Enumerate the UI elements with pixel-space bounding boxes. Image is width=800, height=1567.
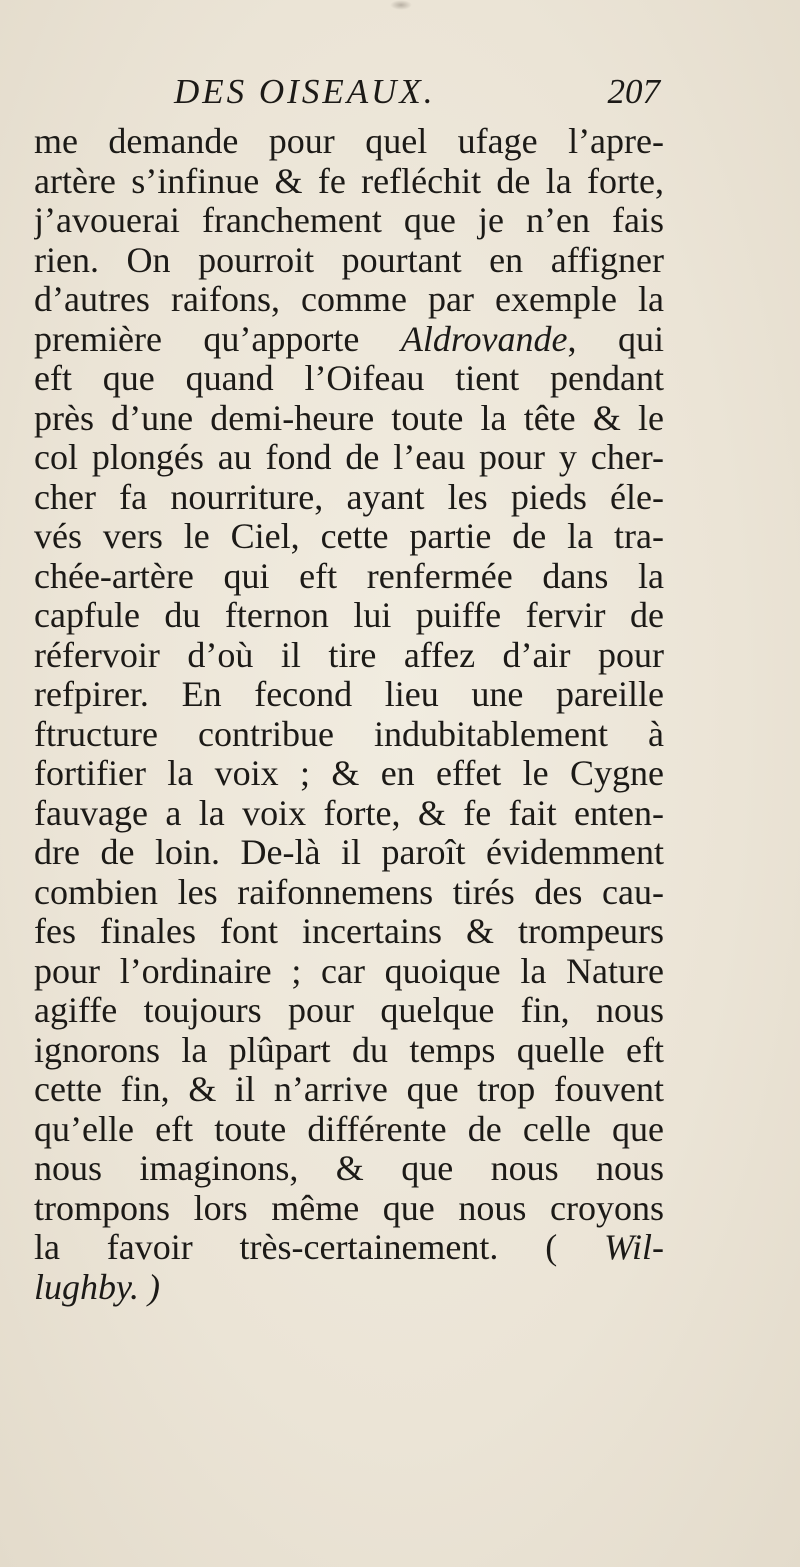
- text-line: combien les raifonnemens tirés des cau-: [34, 872, 664, 912]
- text-line: d’autres raifons, comme par exemple la: [34, 280, 664, 319]
- italic-name-wil: Wil-: [604, 1228, 664, 1267]
- text-line: fes finales font incertains & trompeurs: [34, 912, 664, 951]
- body-text: [34, 122, 664, 1307]
- text-line: pour l’ordinaire ; car quoique la Nature: [34, 951, 664, 991]
- text-line: capfule du fternon lui puiffe fervir de: [34, 596, 664, 635]
- text-line: col plongés au fond de l’eau pour y cher-: [34, 438, 664, 477]
- italic-name-lughby: lughby: [34, 1267, 130, 1307]
- text-line: [34, 1268, 664, 1308]
- text-line: ftructure contribue indubitablement à: [34, 714, 664, 754]
- text-line: fauvage a la voix forte, & fe fait enten-: [34, 793, 664, 833]
- text-line: nous imaginons, & que nous nous: [34, 1149, 664, 1188]
- page-stain: [390, 0, 412, 10]
- text-line: rien. On pourroit pourtant en affigner: [34, 240, 664, 280]
- text-line: [34, 320, 664, 360]
- page-number: 207: [607, 72, 660, 111]
- text-line: cette fin, & il n’arrive que trop fouvent: [34, 1070, 664, 1109]
- running-head: DES OISEAUX.: [174, 72, 436, 111]
- text-line: me demande pour quel ufage l’apre-: [34, 122, 664, 161]
- text-line: artère s’infinue & fe refléchit de la forte,: [34, 161, 664, 201]
- text-segment: , qui: [567, 319, 664, 359]
- text-line: vés vers le Ciel, cette partie de la tra-: [34, 517, 664, 556]
- text-segment: ): [139, 1267, 160, 1307]
- text-line: eft que quand l’Oifeau tient pendant: [34, 359, 664, 398]
- text-line: près d’une demi-heure toute la tête & le: [34, 398, 664, 438]
- text-line: refpirer. En fecond lieu une pareille: [34, 675, 664, 714]
- text-line: fortifier la voix ; & en effet le Cygne: [34, 754, 664, 793]
- text-line: [34, 1228, 664, 1268]
- text-line: cher fa nourriture, ayant les pieds éle-: [34, 477, 664, 517]
- text-line: chée-artère qui eft renfermée dans la: [34, 556, 664, 596]
- text-segment: .: [130, 1267, 139, 1307]
- text-line: qu’elle eft toute différente de celle que: [34, 1109, 664, 1149]
- text-line: j’avouerai franchement que je n’en fais: [34, 201, 664, 240]
- page-header: [170, 72, 660, 116]
- text-segment: première qu’apporte: [34, 319, 360, 359]
- text-segment: la favoir très-certainement. (: [34, 1228, 558, 1267]
- text-line: agiffe toujours pour quelque fin, nous: [34, 991, 664, 1030]
- italic-name-aldrovande: Aldrovande: [400, 319, 568, 359]
- text-line: ignorons la plûpart du temps quelle eft: [34, 1030, 664, 1070]
- text-line: dre de loin. De-là il paroît évidemment: [34, 833, 664, 872]
- text-line: trompons lors même que nous croyons: [34, 1188, 664, 1228]
- text-line: réfervoir d’où il tire affez d’air pour: [34, 635, 664, 675]
